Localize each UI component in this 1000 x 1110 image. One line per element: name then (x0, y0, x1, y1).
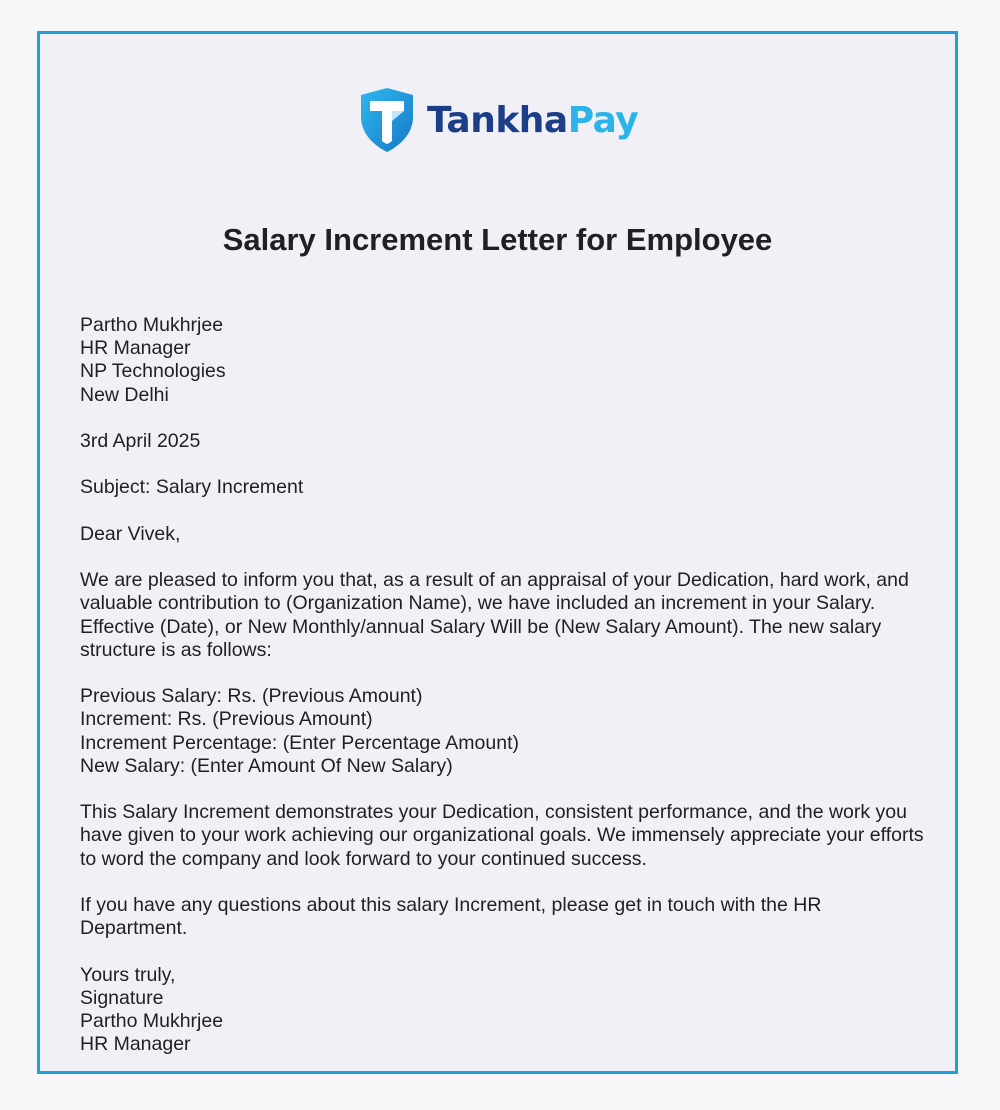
letter-date: 3rd April 2025 (80, 430, 201, 452)
increment-line: Increment: Rs. (Previous Amount) (80, 708, 373, 731)
salutation: Dear Vivek, (80, 522, 181, 545)
brand-part-1: Tankha (427, 100, 568, 141)
letter-frame (37, 31, 958, 1074)
paragraph-2: This Salary Increment demonstrates your Dedication, consistent performance, and the work you have given to your work achieving our organizational goals. We immensely appreciate your efforts to word the company and look forward to your continued success. (80, 801, 924, 870)
tankhapay-logo (357, 87, 638, 153)
increment-percentage-line: Increment Percentage: (Enter Percentage Amount) (80, 731, 519, 754)
previous-salary-line: Previous Salary: Rs. (Previous Amount) (80, 685, 423, 708)
closing-name: Partho Mukhrjee (80, 1009, 224, 1032)
valediction: Yours truly, (80, 963, 176, 986)
sender-name: Partho Mukhrjee (80, 314, 224, 336)
letter-title: Salary Increment Letter for Employee (222, 222, 773, 257)
sender-company: NP Technologies (80, 360, 226, 383)
paragraph-1: We are pleased to inform you that, as a result of an appraisal of your Dedication, hard work, and valuable contribution to (Organization Name), we have included an increment in your Salary. Effective (Date), or New Monthly/annual Salary Will be (New Salary Amount). The new salary structure is as follows: (80, 569, 909, 661)
letter-subject: Subject: Salary Increment (80, 476, 304, 499)
letter-body (80, 314, 925, 1080)
brand-part-2: Pay (567, 100, 639, 141)
tankhapay-shield-logo-icon (357, 87, 417, 153)
sender-designation: HR Manager (80, 337, 191, 360)
sender-block (80, 314, 925, 407)
closing-designation: HR Manager (80, 1033, 191, 1056)
salary-structure (80, 685, 925, 778)
new-salary-line: New Salary: (Enter Amount Of New Salary) (80, 754, 453, 777)
closing-block (80, 964, 925, 1057)
signature: Signature (80, 986, 164, 1009)
paragraph-3: If you have any questions about this salary Increment, please get in touch with the HR Department. (80, 893, 822, 940)
sender-city: New Delhi (80, 383, 169, 406)
brand-wordmark (427, 100, 639, 141)
